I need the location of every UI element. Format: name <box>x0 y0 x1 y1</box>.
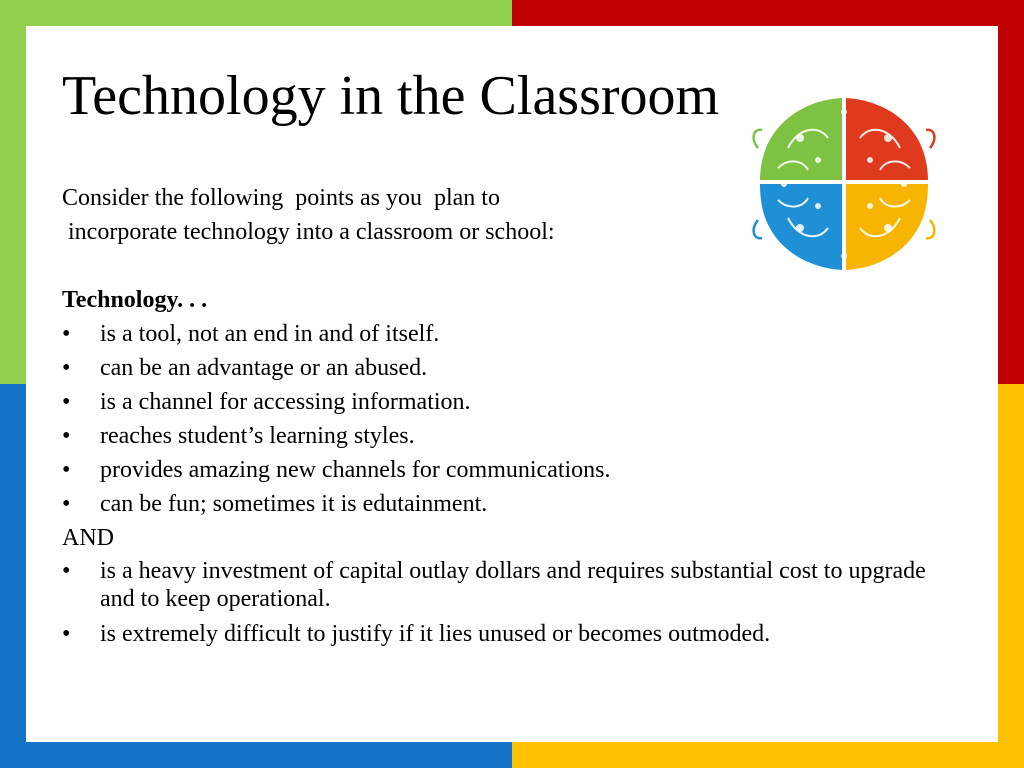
list-item <box>62 317 962 351</box>
list-item <box>62 351 962 385</box>
bullet-icon: • <box>62 355 71 381</box>
list-item-text: can be fun; sometimes it is edutainment. <box>100 491 488 517</box>
intro-line-1: Consider the following points as you plan to <box>62 185 500 211</box>
list-item-text: is a channel for accessing information. <box>100 389 471 415</box>
list-item <box>62 617 962 651</box>
list-item <box>62 555 962 617</box>
list-item <box>62 487 962 521</box>
bullet-icon: • <box>62 389 71 415</box>
connector-text: AND <box>62 525 114 551</box>
bullet-icon: • <box>62 423 71 449</box>
list-item-text: is a tool, not an end in and of itself. <box>100 321 440 347</box>
bullet-icon: • <box>62 558 71 584</box>
paragraph-spacer <box>62 249 962 283</box>
bullet-list-secondary <box>62 555 962 651</box>
lead-heading: Technology. . . <box>62 287 208 313</box>
bullet-icon: • <box>62 621 71 647</box>
intro-line-2: incorporate technology into a classroom or school: <box>62 219 555 245</box>
list-item <box>62 419 962 453</box>
bullet-icon: • <box>62 491 71 517</box>
list-item-text: is a heavy investment of capital outlay dollars and requires substantial cost to upgrade and to keep operational. <box>100 558 926 612</box>
slide-title: Technology in the Classroom <box>62 65 720 127</box>
bullet-icon: • <box>62 321 71 347</box>
bullet-icon: • <box>62 457 71 483</box>
list-item <box>62 453 962 487</box>
list-item-text: is extremely difficult to justify if it lies unused or becomes outmoded. <box>100 621 771 647</box>
list-item <box>62 385 962 419</box>
bullet-list <box>62 317 962 521</box>
slide-body <box>62 181 962 651</box>
list-item-text: reaches student’s learning styles. <box>100 423 415 449</box>
list-item-text: can be an advantage or an abused. <box>100 355 428 381</box>
list-item-text: provides amazing new channels for communications. <box>100 457 611 483</box>
